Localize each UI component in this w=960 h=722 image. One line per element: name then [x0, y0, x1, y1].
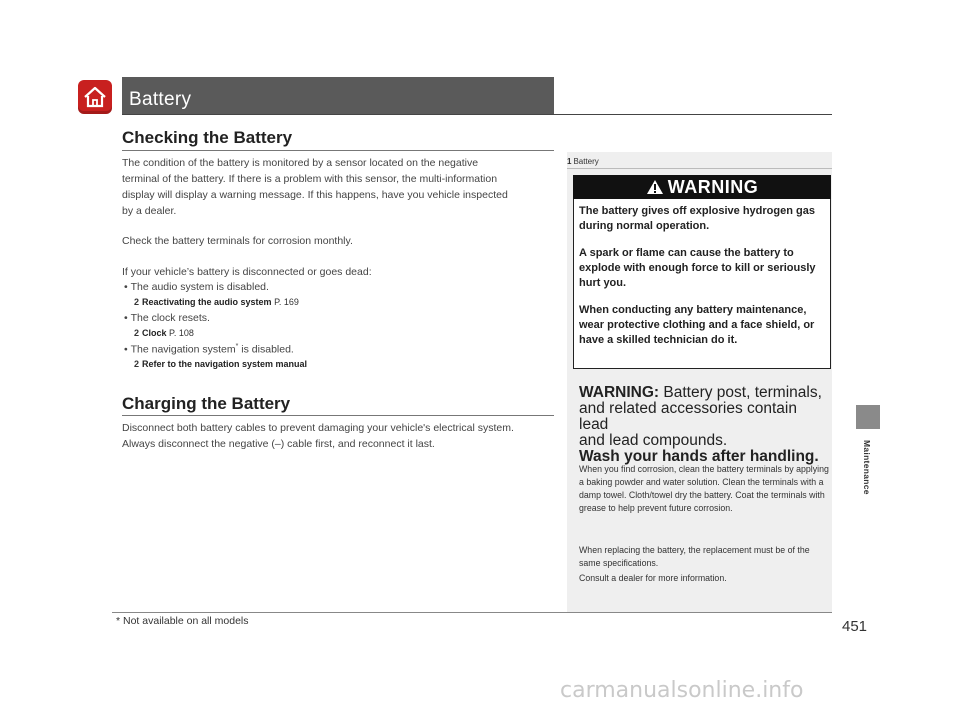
sidebar-header	[567, 157, 832, 168]
list-item	[124, 343, 294, 356]
reference-title: Clock	[142, 328, 167, 338]
lead-warning-line: and lead compounds.	[579, 432, 728, 449]
heading-divider	[122, 415, 554, 416]
dealer-note: Consult a dealer for more information.	[579, 573, 727, 583]
sidebar-header-divider	[567, 168, 832, 169]
home-button[interactable]	[78, 80, 112, 114]
list-item-text: The audio system is disabled.	[130, 281, 269, 293]
text-line: by a dealer.	[122, 205, 177, 217]
reference-title: Refer to the navigation system manual	[142, 359, 308, 369]
lead-warning-line: Wash your hands after handling.	[579, 448, 819, 465]
list-item-text: The clock resets.	[130, 312, 210, 324]
corrosion-note: When you find corrosion, clean the battery terminals by applying a baking powder and water solution. Clean the terminals with a damp towel. Cloth/towel dry the battery. Coat the terminals with grease to help prevent future corrosion.	[579, 464, 829, 513]
warning-text-3: When conducting any battery maintenance, wear protective clothing and a face shield, or have a skilled technician do it.	[579, 304, 815, 346]
replacement-note: When replacing the battery, the replacement must be of the same specifications.	[579, 545, 810, 568]
list-item	[124, 281, 269, 293]
footer-divider	[112, 612, 832, 613]
heading-divider	[122, 150, 554, 151]
warning-triangle-icon	[646, 179, 664, 195]
warning-text-2: A spark or flame can cause the battery to explode with enough force to kill or seriously hurt you.	[579, 247, 816, 289]
chapter-tab-label: Maintenance	[862, 440, 872, 495]
checking-paragraph-3: If your vehicle’s battery is disconnected or goes dead:	[122, 266, 372, 278]
text-line: terminal of the battery. If there is a problem with this sensor, the multi-information	[122, 173, 498, 185]
warning-text-1: The battery gives off explosive hydrogen gas during normal operation.	[579, 205, 815, 232]
checking-paragraph-2: Check the battery terminals for corrosion monthly.	[122, 235, 353, 247]
chapter-tab[interactable]	[856, 405, 880, 429]
reference-link[interactable]	[134, 359, 307, 369]
sidebar-header-label: Battery	[573, 157, 599, 166]
warning-label: WARNING	[667, 176, 759, 197]
footnote-marker: *	[235, 343, 239, 350]
reference-page: P. 108	[169, 328, 194, 338]
checking-paragraph-1	[122, 155, 554, 219]
section-title: Battery	[129, 89, 192, 110]
watermark: carmanualsonline.info	[560, 678, 804, 703]
text-line: The condition of the battery is monitored by a sensor located on the negative	[122, 157, 479, 169]
checking-heading: Checking the Battery	[122, 128, 293, 147]
warning-header	[573, 175, 831, 199]
footnote: * Not available on all models	[116, 615, 249, 627]
reference-arrow-icon: 2	[134, 328, 140, 338]
reference-arrow-icon: 2	[134, 297, 140, 307]
reference-title: Reactivating the audio system	[142, 297, 272, 307]
title-divider	[122, 114, 832, 115]
list-item	[124, 312, 210, 324]
bullet-dot: •	[124, 312, 131, 324]
reference-page: P. 169	[274, 297, 299, 307]
reference-link[interactable]	[134, 328, 194, 338]
home-icon	[83, 86, 107, 108]
list-item-text: is disabled.	[238, 343, 294, 356]
charging-paragraph	[122, 420, 562, 452]
sidebar-header-number: 1	[567, 157, 572, 166]
page-number: 451	[842, 618, 868, 635]
text-line: Disconnect both battery cables to prevent damaging your vehicle's electrical system.	[122, 422, 514, 434]
text-line: display will display a warning message. If this happens, have you vehicle inspected	[122, 189, 508, 201]
lead-warning	[579, 385, 829, 465]
reference-link[interactable]	[134, 297, 299, 307]
list-item-text: The navigation system	[130, 343, 236, 356]
lead-warning-line: and related accessories contain lead	[579, 400, 797, 433]
text-line: Always disconnect the negative (–) cable first, and reconnect it last.	[122, 438, 435, 450]
lead-warning-text: Battery post, terminals,	[659, 384, 822, 401]
bullet-dot: •	[124, 343, 131, 356]
bullet-dot: •	[124, 281, 131, 293]
reference-arrow-icon: 2	[134, 359, 140, 369]
lead-warning-line	[579, 385, 829, 401]
lead-warning-label: WARNING:	[579, 384, 660, 401]
charging-heading: Charging the Battery	[122, 394, 291, 413]
